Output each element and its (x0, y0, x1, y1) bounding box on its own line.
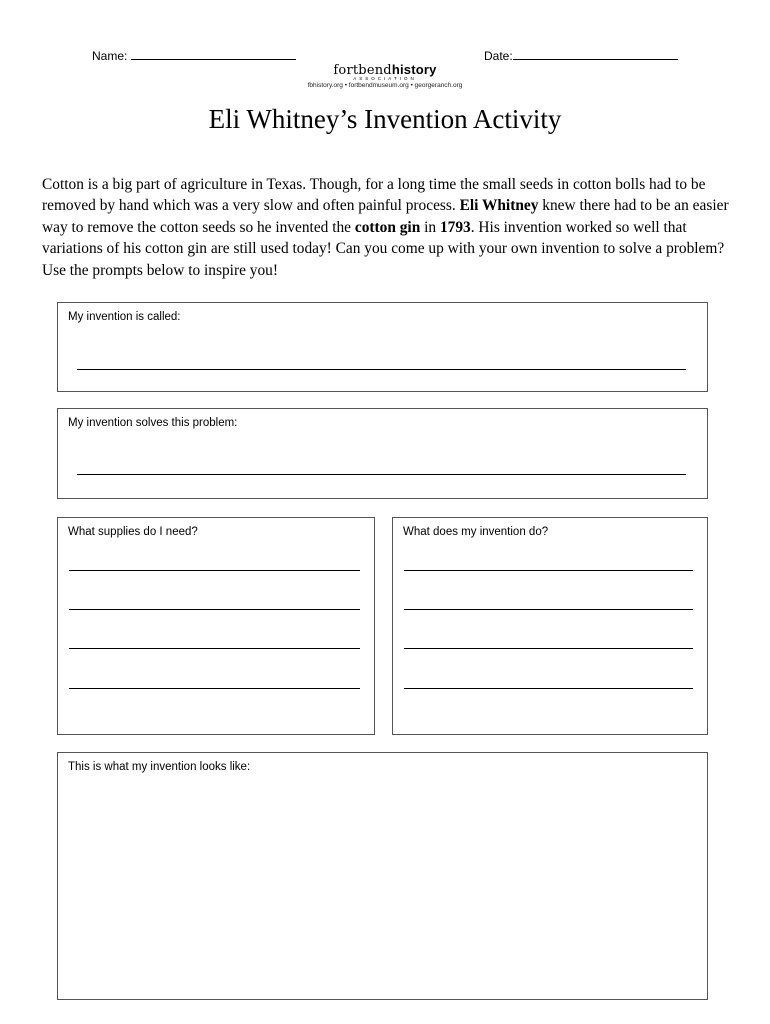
intro-text-4: . His invention worked so well that variations of his cotton gin are still used today! Can you come up with your own invention to solve a problem? Use the prompts below to inspire you! (42, 218, 725, 279)
name-label: Name: (92, 49, 128, 63)
answer-line[interactable] (404, 688, 693, 689)
invention-name-box[interactable] (57, 302, 708, 392)
answer-line[interactable] (69, 570, 360, 571)
page-title: Eli Whitney’s Invention Activity (208, 104, 562, 134)
intro-year: 1793 (439, 218, 471, 236)
date-label: Date: (484, 49, 513, 63)
logo-association: ASSOCIATION (353, 76, 417, 81)
drawing-box[interactable] (57, 752, 708, 1000)
intro-text-3: in (420, 218, 440, 236)
intro-cotton-gin: cotton gin (354, 218, 421, 236)
problem-box[interactable] (57, 408, 708, 499)
supplies-label: What supplies do I need? (68, 526, 198, 538)
answer-line[interactable] (77, 474, 686, 475)
logo-brand-light: fortbend (333, 63, 392, 78)
date-field[interactable] (484, 48, 678, 63)
invention-name-label: My invention is called: (68, 311, 181, 323)
drawing-label: This is what my invention looks like: (68, 761, 251, 773)
answer-line[interactable] (404, 648, 693, 649)
date-blank-line[interactable] (513, 48, 678, 60)
answer-line[interactable] (404, 570, 693, 571)
intro-text-2: knew there had to be an easier way to remove the cotton seeds so he invented the (42, 197, 729, 236)
intro-text-1: Cotton is a big part of agriculture in Texas. Though, for a long time the small seeds in cotton bolls had to be removed by hand which was a very slow and often painful process. (42, 176, 706, 215)
invention-function-label: What does my invention do? (403, 526, 549, 538)
supplies-box[interactable] (57, 517, 375, 735)
logo-urls: fbhistory.org • fortbendmuseum.org • georgeranch.org (307, 82, 463, 89)
answer-line[interactable] (69, 648, 360, 649)
intro-eli-whitney: Eli Whitney (459, 197, 539, 215)
answer-line[interactable] (404, 609, 693, 610)
name-field[interactable] (92, 48, 296, 63)
invention-function-box[interactable] (392, 517, 708, 735)
answer-line[interactable] (77, 369, 686, 370)
answer-line[interactable] (69, 609, 360, 610)
answer-line[interactable] (69, 688, 360, 689)
name-blank-line[interactable] (131, 48, 296, 60)
fort-bend-history-logo (0, 62, 770, 89)
intro-paragraph (42, 174, 732, 281)
logo-brand-bold: history (391, 62, 437, 77)
problem-label: My invention solves this problem: (68, 417, 238, 429)
